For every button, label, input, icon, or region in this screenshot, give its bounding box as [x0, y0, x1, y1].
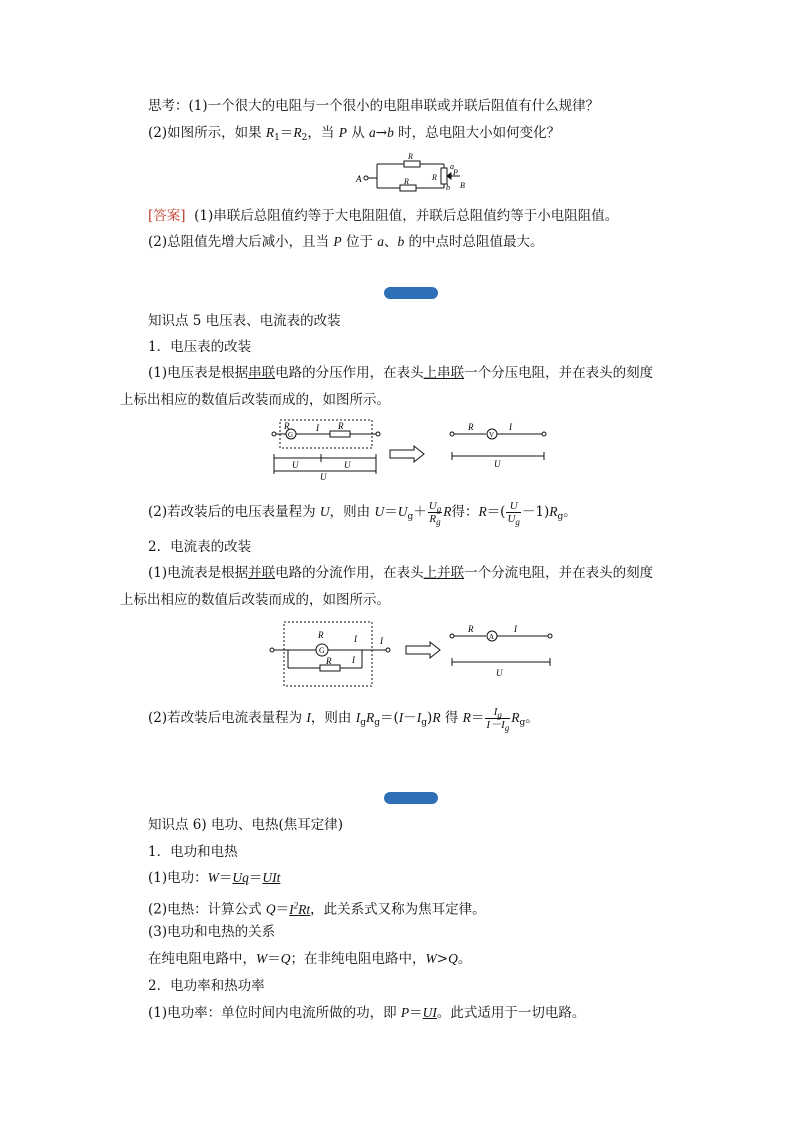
kp5-voltmeter-p1: (1)电压表是根据串联电路的分压作用，在表头上串联一个分压电阻，并在表头的刻度	[148, 365, 654, 381]
svg-text:R: R	[326, 656, 332, 666]
answer-line-1: [答案] (1)串联后总阻值约等于大电阻阻值，并联后总阻值约等于小电阻阻值。	[148, 208, 619, 224]
kp5-title: 知识点 5 电压表、电流表的改装	[148, 313, 341, 329]
svg-text:U: U	[494, 459, 501, 469]
svg-text:P: P	[453, 168, 458, 177]
section-divider	[384, 792, 438, 804]
svg-text:V: V	[489, 431, 495, 439]
svg-text:R: R	[468, 624, 474, 634]
think-question-2: (2)如图所示，如果 $R_1=R_2$，当 P 从 a→b 时，总电阻大小如何变化？	[148, 125, 561, 143]
svg-text:R: R	[318, 630, 324, 640]
kp6-line-power: (1)电功率：单位时间内电流所做的功，即 P＝UI。此式适用于一切电路。	[148, 1005, 586, 1021]
kp6-sub1-title: 1．电功和电热	[148, 844, 238, 860]
svg-text:R: R	[284, 421, 290, 431]
svg-text:I: I	[316, 423, 319, 433]
think-question-1: 思考：(1)一个很大的电阻与一个很小的电阻串联或并联后阻值有什么规律？	[148, 98, 600, 114]
kp5-voltmeter-p2: (2)若改装后的电压表量程为 U，则由 $U=U_g+$ $\frac{U_g}{R_g}$ R得：R＝( $\frac{U}{U_g}$ $-1)R_g$。	[148, 500, 577, 527]
svg-text:U: U	[344, 460, 351, 470]
svg-text:U: U	[292, 460, 299, 470]
kp5-voltmeter-p1-line2: 上标出相应的数值后改装而成的，如图所示。	[120, 392, 390, 408]
svg-text:I: I	[354, 634, 357, 644]
svg-text:A: A	[356, 174, 362, 184]
svg-text:I: I	[514, 624, 517, 634]
svg-text:R: R	[338, 421, 344, 431]
svg-text:G: G	[288, 431, 294, 439]
answer-line-2: (2)总阻值先增大后减小，且当 P 位于 a、b 的中点时总阻值最大。	[148, 234, 544, 250]
kp6-line-circuits: 在纯电阻电路中，W＝Q；在非纯电阻电路中，W>Q。	[148, 951, 472, 967]
kp5-ammeter-p2: (2)若改装后电流表量程为 I，则由 $I_gR_g=(I-I_g)R$ 得 R＝ $\frac{I_g}{I-I_g}$ $R_g$。	[148, 706, 539, 733]
kp5-sub1-title: 1．电压表的改装	[148, 339, 252, 355]
svg-text:R: R	[432, 173, 437, 182]
kp6-title: 知识点 6) 电功、电热(焦耳定律)	[148, 817, 343, 833]
svg-text:B: B	[460, 181, 465, 190]
svg-text:G: G	[319, 646, 325, 655]
svg-text:b: b	[446, 183, 450, 192]
kp6-line-work: (1)电功：W＝Uq＝UIt	[148, 870, 281, 886]
svg-text:a: a	[450, 162, 454, 171]
kp6-line-relation: (3)电功和电热的关系	[148, 924, 276, 940]
svg-text:R: R	[408, 152, 413, 161]
svg-text:I: I	[380, 636, 383, 646]
kp6-line-heat: (2)电热：计算公式 $Q=I^2Rt$，此关系式又称为焦耳定律。	[148, 900, 486, 918]
svg-text:I: I	[509, 422, 512, 432]
kp5-ammeter-p1: (1)电流表是根据并联电路的分流作用，在表头上并联一个分流电阻，并在表头的刻度	[148, 565, 654, 581]
kp6-sub2-title: 2．电功率和热功率	[148, 978, 265, 994]
svg-text:A: A	[489, 633, 495, 641]
ammeter-conversion-diagram	[266, 618, 556, 690]
svg-text:I: I	[352, 655, 355, 665]
kp5-sub2-title: 2．电流表的改装	[148, 539, 252, 555]
svg-text:R: R	[404, 177, 409, 186]
section-divider	[384, 287, 438, 299]
resistor-network-diagram	[352, 152, 472, 192]
kp5-ammeter-p1-line2: 上标出相应的数值后改装而成的，如图所示。	[120, 592, 390, 608]
svg-text:U: U	[320, 472, 327, 482]
svg-text:R: R	[468, 422, 474, 432]
svg-text:U: U	[496, 668, 503, 678]
voltmeter-conversion-diagram	[266, 416, 556, 482]
